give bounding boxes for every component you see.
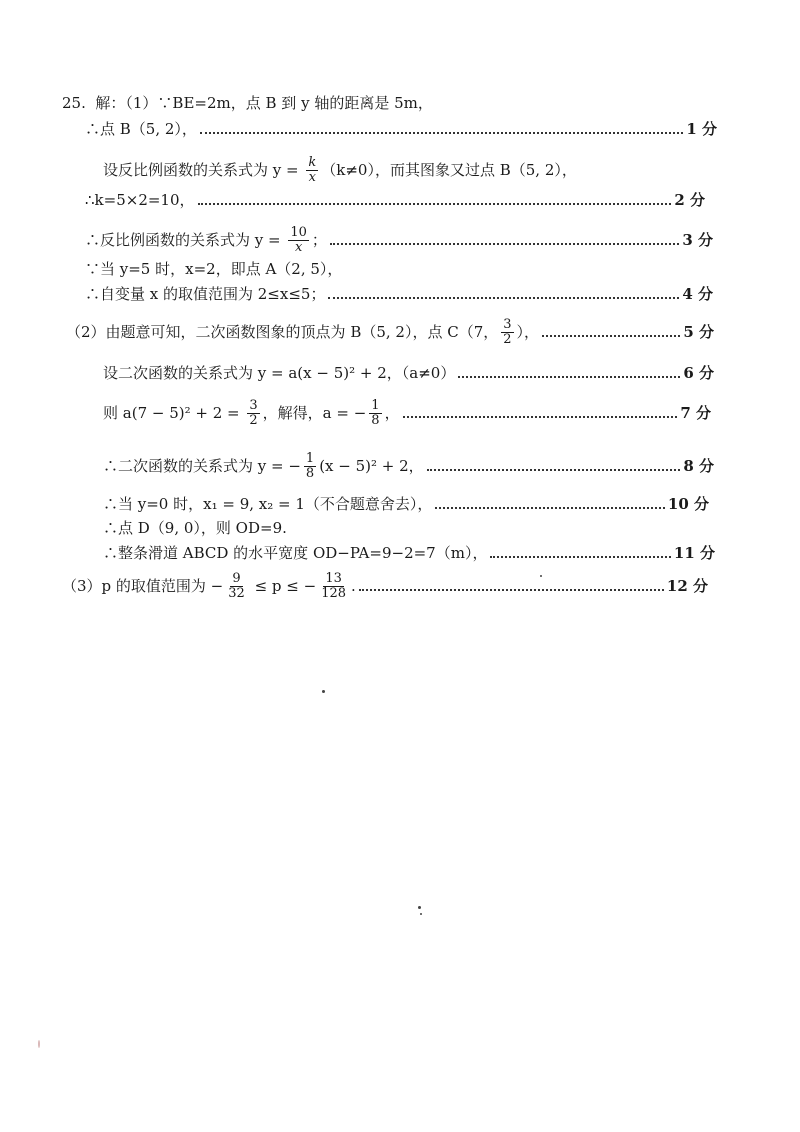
fraction-13-over-128 bbox=[319, 572, 348, 601]
fraction-numerator: 10 bbox=[290, 224, 307, 240]
line-3 bbox=[103, 150, 713, 190]
line-7 bbox=[85, 284, 713, 304]
fraction-denominator: x bbox=[294, 239, 303, 255]
line-10 bbox=[103, 393, 711, 433]
dotted-leader bbox=[427, 469, 681, 471]
line-text: ∵当 y=5 时，x=2，即点 A（2, 5）， bbox=[85, 260, 343, 278]
fraction-denominator: 8 bbox=[371, 412, 380, 428]
scan-speck bbox=[418, 906, 421, 909]
line-text-mid: ，解得，a = − bbox=[262, 404, 367, 422]
line-text-post: (x − 5)² + 2， bbox=[319, 457, 424, 475]
dotted-leader bbox=[458, 376, 680, 378]
line-text: 25. 解：（1）∵BE=2m，点 B 到 y 轴的距离是 5m， bbox=[62, 94, 433, 112]
score-label: 4 分 bbox=[682, 285, 713, 303]
line-text-pre: （2）由题意可知，二次函数图象的顶点为 B（5, 2），点 C（7， bbox=[66, 323, 499, 341]
score-label: 5 分 bbox=[683, 323, 714, 341]
fraction-numerator: 3 bbox=[503, 316, 512, 332]
line-9 bbox=[103, 363, 714, 383]
score-label: 6 分 bbox=[683, 364, 714, 382]
line-text-pre: （3）p 的取值范围为 − bbox=[62, 577, 224, 595]
fraction-9-over-32 bbox=[226, 572, 247, 601]
fraction-denominator: x bbox=[308, 169, 316, 185]
line-text-mid: ≤ p ≤ − bbox=[249, 577, 317, 595]
line-5 bbox=[85, 220, 713, 260]
line-4 bbox=[85, 190, 705, 210]
line-text-post: ）， bbox=[516, 323, 540, 341]
fraction-denominator: 2 bbox=[249, 412, 258, 428]
line-11 bbox=[103, 446, 714, 486]
line-14 bbox=[103, 543, 715, 563]
fraction-numerator: 1 bbox=[305, 450, 315, 466]
dotted-leader bbox=[330, 243, 679, 245]
score-label: 11 分 bbox=[673, 544, 715, 562]
line-text: ∴当 y=0 时，x₁ = 9, x₂ = 1（不合题意舍去）， bbox=[103, 495, 433, 513]
line-text-post: ； bbox=[311, 231, 327, 249]
score-label: 1 分 bbox=[686, 120, 717, 138]
line-1 bbox=[62, 93, 702, 113]
fraction-numerator: 1 bbox=[371, 397, 380, 413]
scan-speck bbox=[540, 575, 542, 577]
fraction-denominator: 32 bbox=[228, 585, 245, 601]
line-text: 设二次函数的关系式为 y = a(x − 5)² + 2，（a≠0） bbox=[103, 364, 456, 382]
fraction-3-over-2 bbox=[247, 399, 259, 428]
line-text-post: . bbox=[351, 577, 356, 595]
line-text: ∴点 B（5, 2）， bbox=[85, 120, 197, 138]
line-text: ∴自变量 x 的取值范围为 2≤x≤5； bbox=[85, 285, 326, 303]
score-label: 3 分 bbox=[682, 231, 713, 249]
line-text-pre: ∴二次函数的关系式为 y = − bbox=[103, 457, 301, 475]
line-text: ∴k=5×2=10， bbox=[85, 191, 195, 209]
score-label: 10 分 bbox=[667, 495, 709, 513]
dotted-leader bbox=[200, 132, 683, 134]
line-text-post: （k≠0），而其图象又过点 B（5, 2）， bbox=[321, 161, 577, 179]
score-label: 7 分 bbox=[680, 404, 711, 422]
fraction-numerator: 9 bbox=[232, 570, 241, 586]
dotted-leader bbox=[435, 507, 664, 509]
line-13 bbox=[103, 518, 503, 538]
scan-speck bbox=[38, 1040, 40, 1048]
fraction-denominator: 2 bbox=[503, 331, 512, 347]
dotted-leader bbox=[328, 297, 679, 299]
score-label: 8 分 bbox=[683, 457, 714, 475]
line-15 bbox=[62, 565, 708, 607]
fraction-denominator: 8 bbox=[305, 465, 315, 481]
line-text: ∴点 D（9, 0），则 OD=9. bbox=[103, 519, 287, 537]
score-label: 12 分 bbox=[666, 577, 708, 595]
line-6 bbox=[85, 259, 585, 279]
line-text-pre: 设反比例函数的关系式为 y = bbox=[103, 161, 304, 179]
fraction-1-over-8 bbox=[369, 399, 381, 428]
fraction-3-over-2 bbox=[501, 318, 513, 347]
line-2 bbox=[85, 119, 717, 139]
line-12 bbox=[103, 494, 709, 514]
fraction-numerator: 13 bbox=[325, 570, 342, 586]
dotted-leader bbox=[403, 416, 678, 418]
fraction-denominator: 128 bbox=[321, 585, 347, 601]
dotted-leader bbox=[198, 203, 672, 205]
fraction-numerator: k bbox=[308, 154, 317, 170]
fraction-k-over-x bbox=[306, 156, 318, 185]
scan-speck bbox=[322, 690, 325, 693]
scan-speck bbox=[420, 913, 422, 915]
line-text: ∴整条滑道 ABCD 的水平宽度 OD−PA=9−2=7（m）， bbox=[103, 544, 488, 562]
fraction-1-over-8 bbox=[304, 452, 316, 481]
fraction-numerator: 3 bbox=[249, 397, 258, 413]
score-label: 2 分 bbox=[674, 191, 705, 209]
line-text-pre: 则 a(7 − 5)² + 2 = bbox=[103, 404, 245, 422]
line-8 bbox=[66, 312, 714, 352]
line-text-post: ， bbox=[384, 404, 400, 422]
line-text-pre: ∴反比例函数的关系式为 y = bbox=[85, 231, 286, 249]
dotted-leader bbox=[542, 335, 680, 337]
dotted-leader bbox=[490, 556, 670, 558]
fraction-10-over-x bbox=[288, 226, 309, 255]
dotted-leader bbox=[359, 589, 664, 591]
